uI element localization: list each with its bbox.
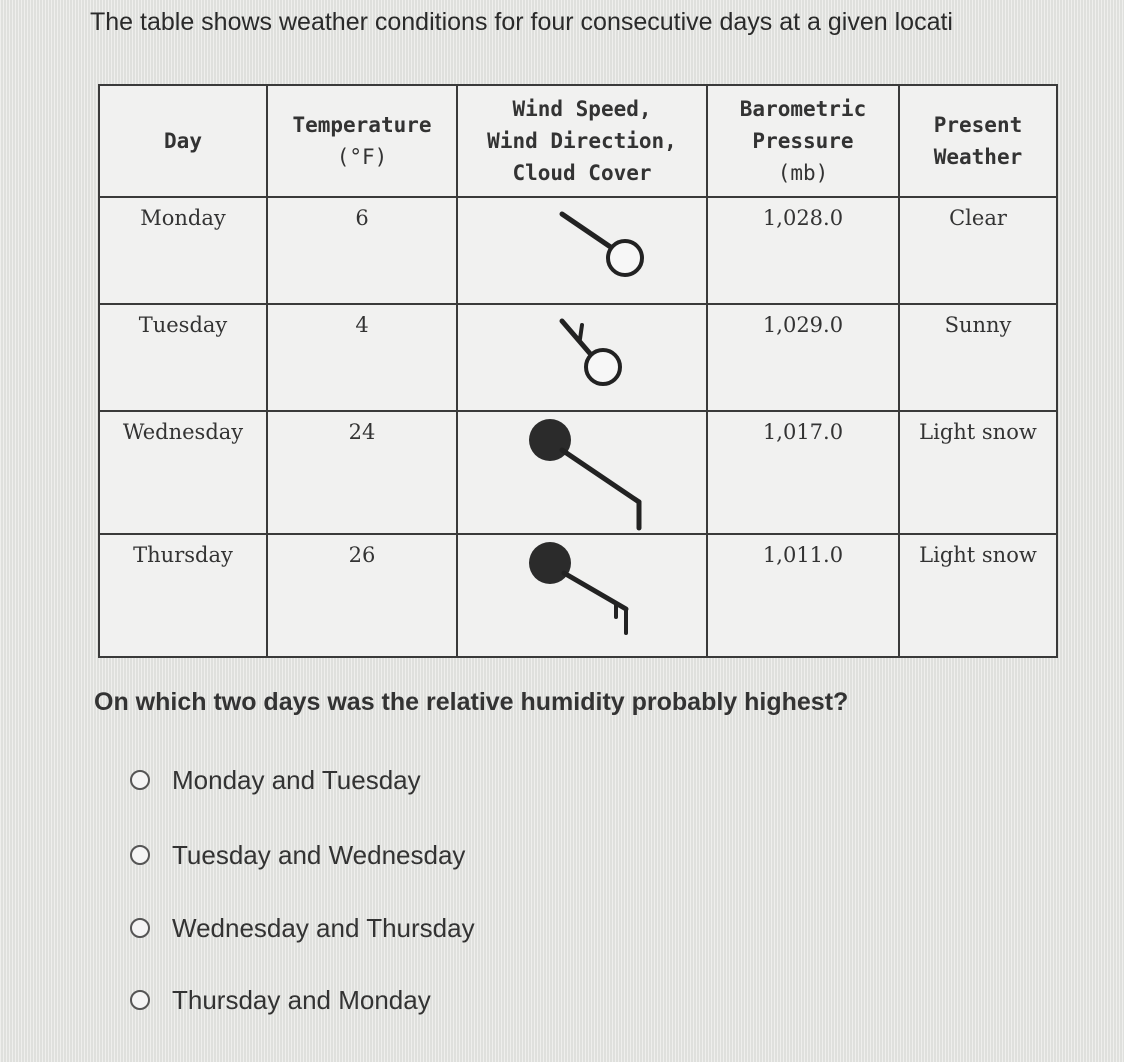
header-wind: Wind Speed, Wind Direction, Cloud Cover xyxy=(457,85,707,197)
answer-option[interactable] xyxy=(130,837,465,873)
radio-button[interactable] xyxy=(130,770,150,790)
table-row xyxy=(99,197,1057,304)
radio-button[interactable] xyxy=(130,918,150,938)
temperature-cell: 24 xyxy=(267,411,457,534)
table-header-row xyxy=(99,85,1057,197)
answer-option[interactable] xyxy=(130,762,421,798)
answer-option[interactable] xyxy=(130,910,475,946)
radio-button[interactable] xyxy=(130,845,150,865)
pressure-cell: 1,029.0 xyxy=(707,304,899,411)
filled-circle-station-model-icon xyxy=(458,535,706,655)
station-model-cell xyxy=(457,534,707,657)
table-row xyxy=(99,411,1057,534)
weather-table xyxy=(98,84,1058,658)
open-circle-station-model-icon xyxy=(458,305,706,405)
filled-circle-station-model-icon xyxy=(458,412,706,532)
weather-cell: Light snow xyxy=(899,411,1057,534)
temperature-cell: 4 xyxy=(267,304,457,411)
header-day: Day xyxy=(99,85,267,197)
weather-cell: Light snow xyxy=(899,534,1057,657)
weather-cell: Sunny xyxy=(899,304,1057,411)
pressure-cell: 1,028.0 xyxy=(707,197,899,304)
header-present-weather: Present Weather xyxy=(899,85,1057,197)
answer-option[interactable] xyxy=(130,982,431,1018)
answer-label: Wednesday and Thursday xyxy=(172,912,475,943)
day-cell: Tuesday xyxy=(99,304,267,411)
question-text: On which two days was the relative humidity probably highest? xyxy=(94,688,849,716)
answer-label: Monday and Tuesday xyxy=(172,764,421,795)
pressure-cell: 1,011.0 xyxy=(707,534,899,657)
table-row xyxy=(99,304,1057,411)
answer-label: Thursday and Monday xyxy=(172,984,431,1015)
intro-text: The table shows weather conditions for four consecutive days at a given locati xyxy=(90,8,953,36)
day-cell: Wednesday xyxy=(99,411,267,534)
radio-button[interactable] xyxy=(130,990,150,1010)
temperature-cell: 6 xyxy=(267,197,457,304)
day-cell: Thursday xyxy=(99,534,267,657)
table-row xyxy=(99,534,1057,657)
open-circle-station-model-icon xyxy=(458,198,706,298)
station-model-cell xyxy=(457,197,707,304)
answer-label: Tuesday and Wednesday xyxy=(172,839,466,870)
pressure-cell: 1,017.0 xyxy=(707,411,899,534)
station-model-cell xyxy=(457,411,707,534)
temperature-cell: 26 xyxy=(267,534,457,657)
day-cell: Monday xyxy=(99,197,267,304)
header-pressure: Barometric Pressure (mb) xyxy=(707,85,899,197)
header-temperature: Temperature (°F) xyxy=(267,85,457,197)
weather-cell: Clear xyxy=(899,197,1057,304)
station-model-cell xyxy=(457,304,707,411)
